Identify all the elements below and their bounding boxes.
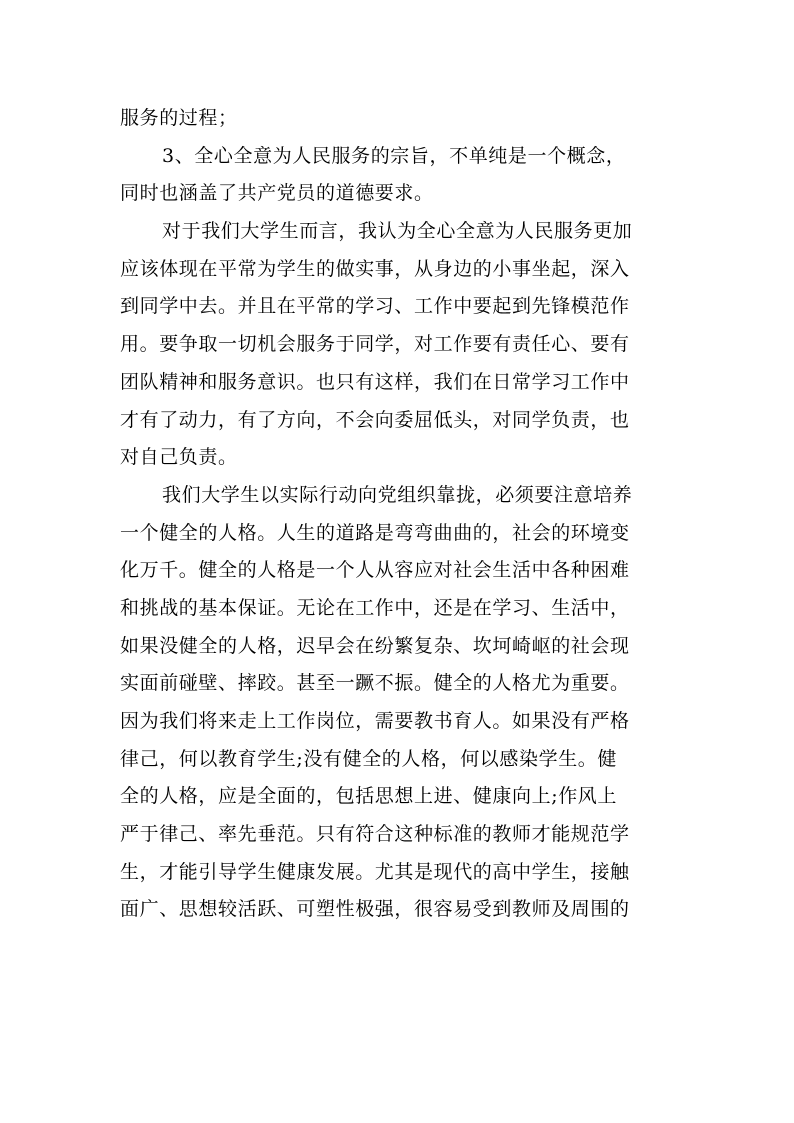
text-line: 严于律己、率先垂范。只有符合这种标准的教师才能规范学 [120, 823, 630, 846]
text-line: 如果没健全的人格，迟早会在纷繁复杂、坎坷崎岖的社会现 [120, 634, 630, 657]
text-line: 对于我们大学生而言，我认为全心全意为人民服务更加 [162, 220, 633, 243]
text-line: 律己，何以教育学生;没有健全的人格，何以感染学生。健 [120, 747, 618, 770]
text-line: 应该体现在平常为学生的做实事，从身边的小事坐起，深入 [120, 257, 630, 280]
text-line: 3、全心全意为人民服务的宗旨，不单纯是一个概念， [162, 144, 626, 167]
text-line: 因为我们将来走上工作岗位，需要教书育人。如果没有严格 [120, 710, 630, 732]
text-line: 我们大学生以实际行动向党组织靠拢，必须要注意培养 [162, 483, 633, 506]
text-line: 生，才能引导学生健康发展。尤其是现代的高中学生，接触 [120, 860, 630, 883]
text-line: 团队精神和服务意识。也只有这样，我们在日常学习工作中 [120, 370, 630, 393]
text-line: 对自己负责。 [120, 446, 238, 469]
text-line: 到同学中去。并且在平常的学习、工作中要起到先锋模范作 [120, 295, 630, 318]
text-line: 化万千。健全的人格是一个人从容应对社会生活中各种困难 [120, 559, 630, 582]
text-line: 全的人格，应是全面的，包括思想上进、健康向上;作风上 [120, 785, 618, 808]
text-line: 和挑战的基本保证。无论在工作中，还是在学习、生活中， [120, 596, 630, 619]
text-line: 一个健全的人格。人生的道路是弯弯曲曲的，社会的环境变 [120, 521, 630, 544]
text-line: 才有了动力，有了方向，不会向委屈低头，对同学负责，也 [120, 408, 630, 431]
text-line: 面广、思想较活跃、可塑性极强，很容易受到教师及周围的 [120, 898, 630, 921]
text-line: 同时也涵盖了共产党员的道德要求。 [120, 182, 434, 205]
text-line: 用。要争取一切机会服务于同学，对工作要有责任心、要有 [120, 333, 630, 356]
text-line: 服务的过程； [120, 107, 238, 129]
text-line: 实面前碰壁、摔跤。甚至一蹶不振。健全的人格尤为重要。 [120, 672, 630, 695]
body-text [120, 100, 680, 929]
